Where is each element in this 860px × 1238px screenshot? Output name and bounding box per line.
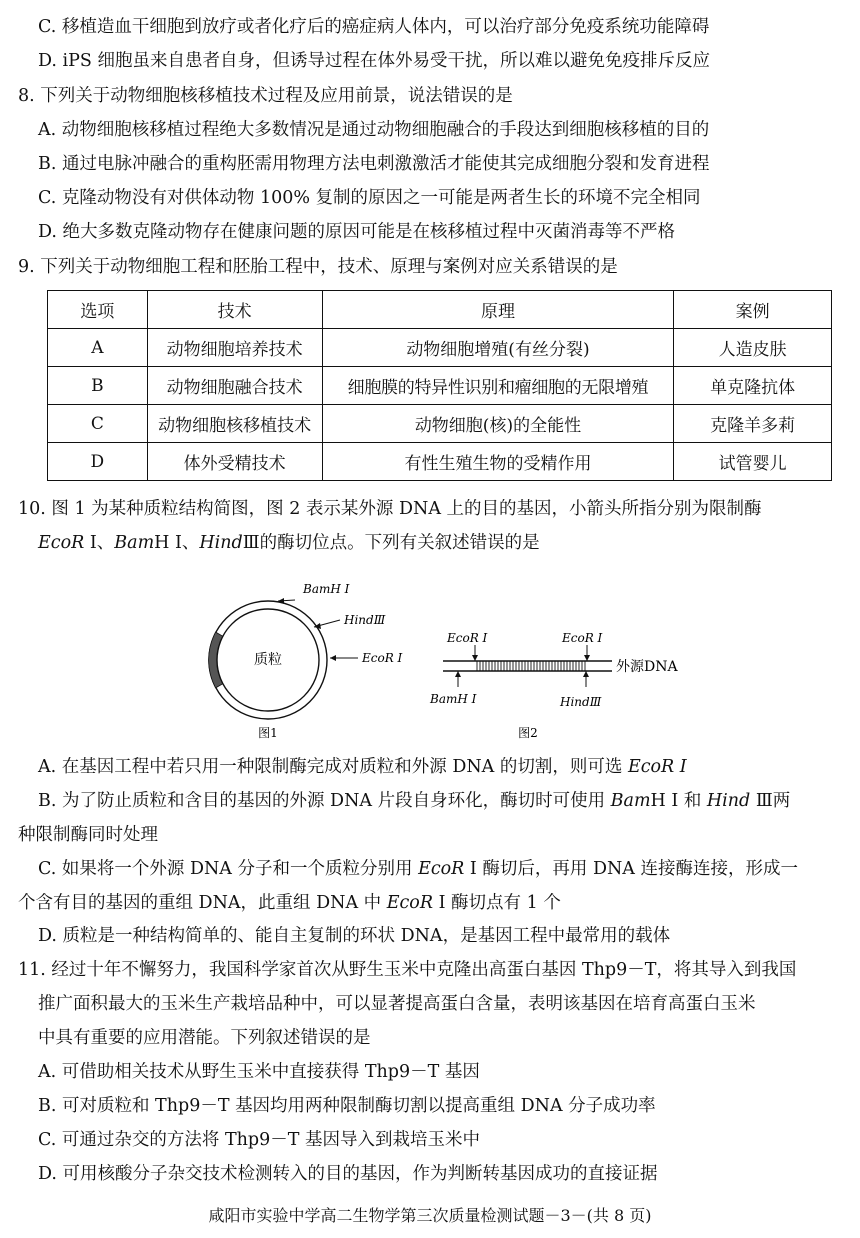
- table-row: [48, 443, 832, 481]
- table-cell: 动物细胞增殖(有丝分裂): [322, 329, 674, 367]
- ecori-label: EcoR Ⅰ: [362, 651, 403, 665]
- q10-option-a: [38, 754, 687, 780]
- q7-option-c: C. 移植造血干细胞到放疗或者化疗后的癌症病人体内，可以治疗部分免疫系统功能障碍: [38, 17, 710, 37]
- text-fragment: 个含有目的基因的重组 DNA，此重组 DNA 中: [18, 893, 387, 913]
- q11-option-d: D. 可用核酸分子杂交技术检测转入的目的基因，作为判断转基因成功的直接证据: [38, 1164, 658, 1184]
- q9-stem: 9. 下列关于动物细胞工程和胚胎工程中，技术、原理与案例对应关系错误的是: [18, 257, 618, 277]
- hind-low-label: HindⅢ: [560, 695, 602, 709]
- table-header-cell: 技术: [147, 291, 322, 329]
- page-footer: 咸阳市实验中学高二生物学第三次质量检测试题－3－(共 8 页): [208, 1206, 652, 1225]
- q11-option-b: B. 可对质粒和 Thp9－T 基因均用两种限制酶切割以提高重组 DNA 分子成功率: [38, 1096, 656, 1116]
- text-fragment: H Ⅰ、: [154, 533, 200, 553]
- table-cell: 人造皮肤: [674, 329, 832, 367]
- q7-option-d: D. iPS 细胞虽来自患者自身，但诱导过程在体外易受干扰，所以难以避免免疫排斥反应: [38, 51, 710, 71]
- q10-option-c-line2: [18, 890, 561, 916]
- target-gene-segment: [209, 632, 223, 688]
- text-fragment: Ⅲ的酶切位点。下列有关叙述错误的是: [242, 533, 540, 553]
- q8-option-d: D. 绝大多数克隆动物存在健康问题的原因可能是在核移植过程中灭菌消毒等不严格: [38, 222, 676, 242]
- exogenous-dna-label: 外源DNA: [616, 659, 678, 675]
- q11-option-a: A. 可借助相关技术从野生玉米中直接获得 Thp9－T 基因: [38, 1062, 480, 1082]
- q8-option-c: C. 克隆动物没有对供体动物 100% 复制的原因之一可能是两者生长的环境不完全相同: [38, 188, 701, 208]
- table-header-cell: 案例: [674, 291, 832, 329]
- q11-stem-line2: 推广面积最大的玉米生产栽培品种中，可以显著提高蛋白含量，表明该基因在培育高蛋白玉米: [38, 994, 756, 1014]
- table-cell: 细胞膜的特异性识别和瘤细胞的无限增殖: [322, 367, 674, 405]
- q10-figure: [200, 575, 700, 750]
- enzyme-name: EcoR: [38, 533, 85, 553]
- table-cell: 动物细胞培养技术: [147, 329, 322, 367]
- figure-2-caption: 图2: [518, 726, 538, 740]
- enzyme-name: Hind: [706, 791, 751, 811]
- q10-stem-line2: [38, 530, 540, 556]
- bamhi-label: BamH Ⅰ: [303, 582, 350, 596]
- arrow-icon: [584, 655, 590, 661]
- table-header-cell: 原理: [322, 291, 674, 329]
- enzyme-name: Bam: [610, 791, 651, 811]
- table-row: [48, 367, 832, 405]
- q8-option-b: B. 通过电脉冲融合的重构胚需用物理方法电刺激激活才能使其完成细胞分裂和发育进程: [38, 154, 710, 174]
- text-fragment: Ⅰ、: [84, 533, 115, 553]
- table-header-cell: 选项: [48, 291, 148, 329]
- table-cell: 动物细胞核移植技术: [147, 405, 322, 443]
- text-fragment: H Ⅰ 和: [650, 791, 707, 811]
- table-cell: D: [48, 443, 148, 481]
- text-fragment: A. 在基因工程中若只用一种限制酶完成对质粒和外源 DNA 的切割，则可选: [38, 757, 628, 777]
- arrow-icon: [472, 655, 478, 661]
- table-header-row: [48, 291, 832, 329]
- enzyme-name: Hind: [199, 533, 243, 553]
- table-row: [48, 405, 832, 443]
- q11-stem-line3: 中具有重要的应用潜能。下列叙述错误的是: [38, 1028, 371, 1048]
- enzyme-name: EcoR Ⅰ: [627, 757, 687, 777]
- text-fragment: Ⅲ两: [750, 791, 791, 811]
- text-fragment: B. 为了防止质粒和含目的基因的外源 DNA 片段自身环化，酶切时可使用: [38, 791, 611, 811]
- table-cell: B: [48, 367, 148, 405]
- table-row: [48, 329, 832, 367]
- enzyme-name: EcoR: [386, 893, 434, 913]
- plasmid-diagram: [209, 582, 403, 740]
- q10-option-b-line2: 种限制酶同时处理: [18, 825, 158, 845]
- figure-1-caption: 图1: [258, 726, 278, 740]
- q8-option-a: A. 动物细胞核移植过程绝大多数情况是通过动物细胞融合的手段达到细胞核移植的目的: [38, 120, 710, 140]
- table-cell: 动物细胞(核)的全能性: [322, 405, 674, 443]
- q8-stem: 8. 下列关于动物细胞核移植技术过程及应用前景，说法错误的是: [18, 86, 513, 106]
- ecori-right-label: EcoR Ⅰ: [562, 631, 603, 645]
- text-fragment: C. 如果将一个外源 DNA 分子和一个质粒分别用: [38, 859, 419, 879]
- table-cell: C: [48, 405, 148, 443]
- q9-table: [47, 290, 832, 481]
- arrow-icon: [330, 655, 336, 661]
- table-cell: 单克隆抗体: [674, 367, 832, 405]
- text-fragment: Ⅰ 酶切点有 1 个: [433, 893, 561, 913]
- table-cell: 动物细胞融合技术: [147, 367, 322, 405]
- table-cell: 克隆羊多莉: [674, 405, 832, 443]
- q10-option-c: [38, 856, 798, 882]
- enzyme-name: Bam: [114, 533, 155, 553]
- ecori-left-label: EcoR Ⅰ: [447, 631, 488, 645]
- arrow-icon: [455, 671, 461, 677]
- target-gene-region: [477, 661, 585, 671]
- plasmid-label: 质粒: [254, 652, 282, 668]
- text-fragment: Ⅰ 酶切后，再用 DNA 连接酶连接，形成一: [464, 859, 799, 879]
- q10-option-b: [38, 788, 790, 814]
- table-cell: 体外受精技术: [147, 443, 322, 481]
- table-cell: A: [48, 329, 148, 367]
- q10-option-d: D. 质粒是一种结构简单的、能自主复制的环状 DNA，是基因工程中最常用的载体: [38, 926, 671, 946]
- arrow-icon: [583, 671, 589, 677]
- enzyme-name: EcoR: [418, 859, 465, 879]
- q11-option-c: C. 可通过杂交的方法将 Thp9－T 基因导入到栽培玉米中: [38, 1130, 480, 1150]
- exogenous-dna-diagram: [429, 631, 678, 740]
- q11-stem-line1: 11. 经过十年不懈努力，我国科学家首次从野生玉米中克隆出高蛋白基因 Thp9－T，将其导入到我国: [18, 960, 797, 980]
- table-cell: 试管婴儿: [674, 443, 832, 481]
- bamhi-low-label: BamH Ⅰ: [430, 692, 477, 706]
- hind-label: HindⅢ: [344, 613, 386, 627]
- q10-stem-line1: 10. 图 1 为某种质粒结构简图，图 2 表示某外源 DNA 上的目的基因，小箭头所指分别为限制酶: [18, 499, 762, 519]
- table-cell: 有性生殖生物的受精作用: [322, 443, 674, 481]
